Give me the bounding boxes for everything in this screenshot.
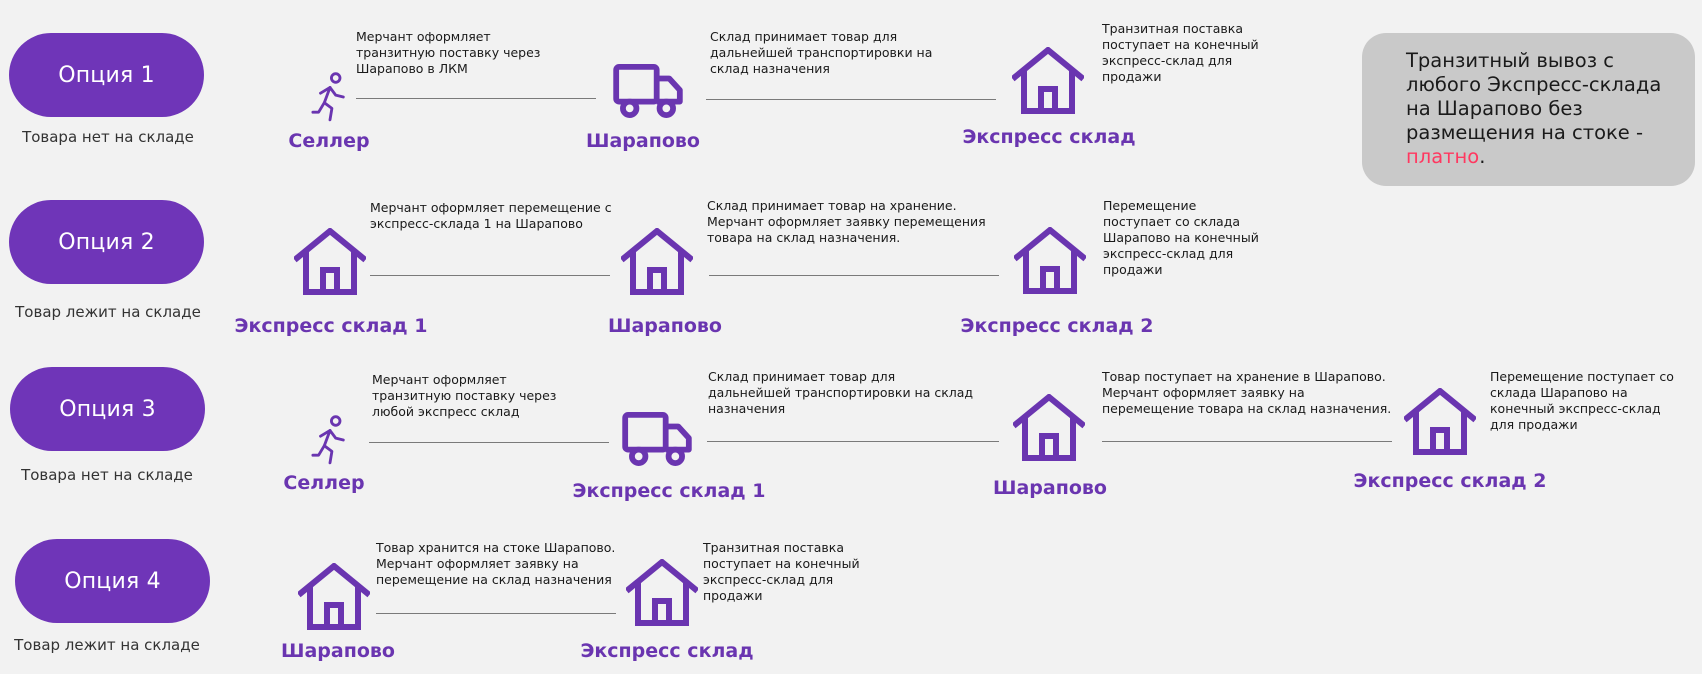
- step-description: Склад принимает товар на хранение. Мерчант оформляет заявку перемещения товара на склад назначения.: [707, 198, 986, 245]
- connector-line: [1102, 441, 1392, 442]
- house-icon: [298, 563, 370, 631]
- step-description: Транзитная поставка поступает на конечный экспресс-склад для продажи: [1102, 21, 1259, 84]
- option-3-status: Товара нет на складе: [21, 466, 193, 484]
- option-4-status: Товар лежит на складе: [14, 636, 200, 654]
- truck-icon: [613, 64, 683, 118]
- person-running-icon: [311, 72, 349, 122]
- option-4-pill[interactable]: Опция 4: [15, 539, 210, 623]
- house-icon: [1012, 47, 1084, 115]
- connector-line: [356, 98, 596, 99]
- step-description: Транзитная поставка поступает на конечный экспресс-склад для продажи: [703, 540, 860, 603]
- connector-line: [369, 442, 609, 443]
- note-end: .: [1479, 145, 1486, 168]
- option-3-pill[interactable]: Опция 3: [10, 367, 205, 451]
- node-label: Экспресс склад 1: [234, 315, 428, 337]
- step-description: Склад принимает товар для дальнейшей транспортировки на склад назначения: [710, 29, 933, 76]
- node-label: Селлер: [288, 130, 370, 152]
- house-icon: [1013, 394, 1085, 462]
- truck-icon: [622, 412, 692, 466]
- step-description: Товар поступает на хранение в Шарапово. Мерчант оформляет заявку на перемещение товара на склад назначения.: [1102, 369, 1392, 416]
- connector-line: [709, 275, 999, 276]
- node-label: Экспресс склад 1: [572, 480, 766, 502]
- step-description: Перемещение поступает со склада Шарапово на конечный экспресс-склад для продажи: [1103, 198, 1259, 277]
- step-description: Товар хранится на стоке Шарапово. Мерчант оформляет заявку на перемещение на склад назначения: [376, 540, 616, 587]
- connector-line: [376, 613, 616, 614]
- house-icon: [294, 228, 366, 296]
- step-description: Мерчант оформляет транзитную поставку через Шарапово в ЛКМ: [356, 29, 541, 76]
- step-description: Мерчант оформляет транзитную поставку через любой экспресс склад: [372, 372, 557, 419]
- option-1-status: Товара нет на складе: [22, 128, 194, 146]
- option-2-pill[interactable]: Опция 2: [9, 200, 204, 284]
- node-label: Экспресс склад: [962, 126, 1136, 148]
- node-label: Шарапово: [586, 130, 700, 152]
- node-label: Экспресс склад: [580, 640, 754, 662]
- node-label: Экспресс склад 2: [960, 315, 1154, 337]
- connector-line: [370, 275, 610, 276]
- house-icon: [1404, 388, 1476, 456]
- person-running-icon: [311, 415, 349, 465]
- step-description: Склад принимает товар для дальнейшей транспортировки на склад назначения: [708, 369, 974, 416]
- node-label: Экспресс склад 2: [1353, 470, 1547, 492]
- note-highlight: платно: [1406, 145, 1480, 168]
- node-label: Селлер: [283, 472, 365, 494]
- node-label: Шарапово: [281, 640, 395, 662]
- option-1-pill[interactable]: Опция 1: [9, 33, 204, 117]
- node-label: Шарапово: [608, 315, 722, 337]
- node-label: Шарапово: [993, 477, 1107, 499]
- house-icon: [621, 228, 693, 296]
- option-2-status: Товар лежит на складе: [15, 303, 201, 321]
- step-description: Мерчант оформляет перемещение с экспресс-склада 1 на Шарапово: [370, 200, 612, 231]
- connector-line: [706, 99, 996, 100]
- note-text: Транзитный вывоз с любого Экспресс-склада на Шарапово без размещения на стоке -: [1406, 49, 1662, 144]
- house-icon: [626, 559, 698, 627]
- info-note: [1362, 33, 1695, 186]
- connector-line: [707, 441, 999, 442]
- house-icon: [1014, 227, 1086, 295]
- step-description: Перемещение поступает со склада Шарапово на конечный экспресс-склад для продажи: [1490, 369, 1674, 432]
